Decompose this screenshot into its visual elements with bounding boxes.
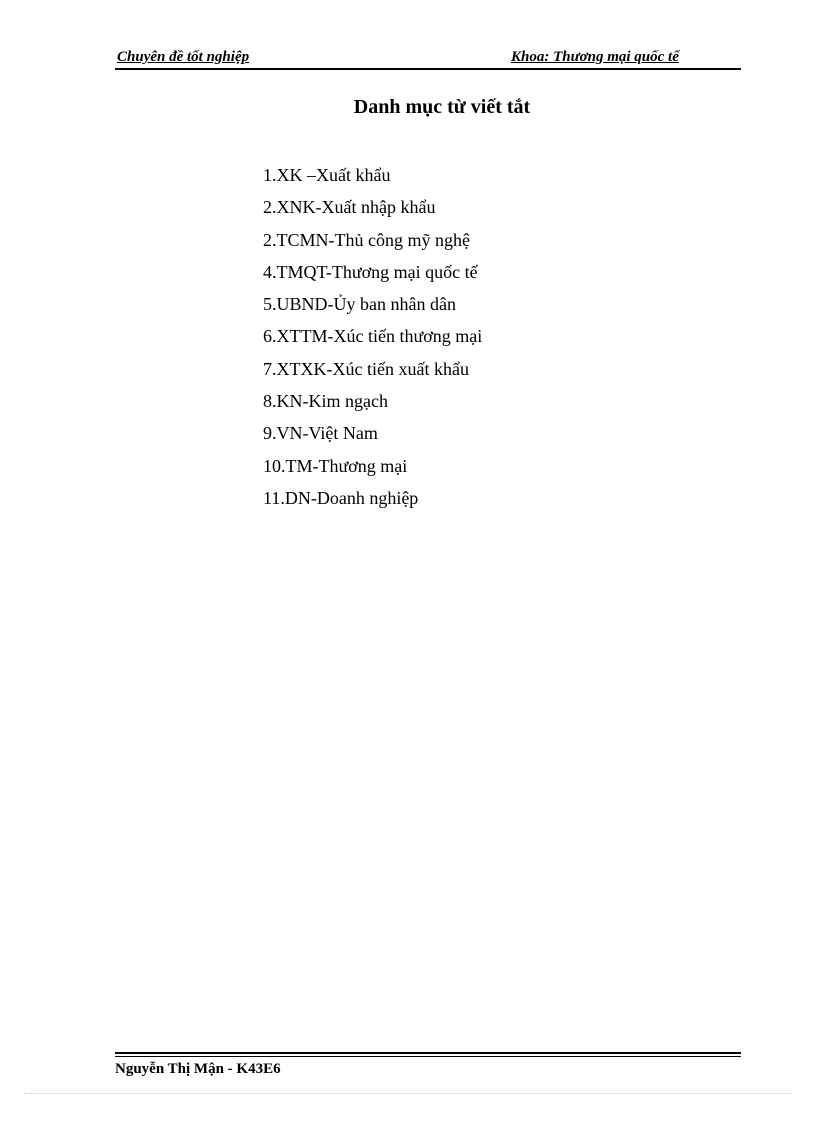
footer-divider bbox=[115, 1052, 741, 1054]
list-item: 4.TMQT-Thương mại quốc tế bbox=[263, 261, 478, 282]
list-item: 6.XTTM-Xúc tiến thương mại bbox=[263, 326, 483, 347]
list-item: 5.UBND-Ủy ban nhân dân bbox=[263, 294, 456, 315]
list-item: 11.DN-Doanh nghiệp bbox=[263, 487, 419, 508]
page-title: Danh mục từ viết tắt bbox=[353, 96, 531, 118]
abbreviation-list bbox=[263, 163, 482, 518]
list-item: 2.XNK-Xuất nhập khẩu bbox=[263, 197, 436, 218]
header-faculty: Khoa: Thương mại quốc tế bbox=[511, 49, 679, 65]
list-item: 2.TCMN-Thủ công mỹ nghệ bbox=[263, 229, 470, 250]
header-document-type: Chuyên đề tốt nghiệp bbox=[117, 49, 250, 65]
footer-author: Nguyễn Thị Mận - K43E6 bbox=[115, 1061, 281, 1077]
page-header bbox=[115, 49, 741, 70]
list-item: 1.XK –Xuất khẩu bbox=[263, 165, 391, 185]
list-item: 9.VN-Việt Nam bbox=[263, 423, 378, 444]
list-item: 7.XTXK-Xúc tiến xuất khẩu bbox=[263, 358, 469, 379]
list-item: 8.KN-Kim ngạch bbox=[263, 391, 388, 412]
page-edge-dotted-line bbox=[24, 1093, 792, 1094]
page-footer bbox=[115, 1052, 741, 1078]
list-item: 10.TM-Thương mại bbox=[263, 455, 408, 476]
footer-divider-thin bbox=[115, 1056, 741, 1057]
